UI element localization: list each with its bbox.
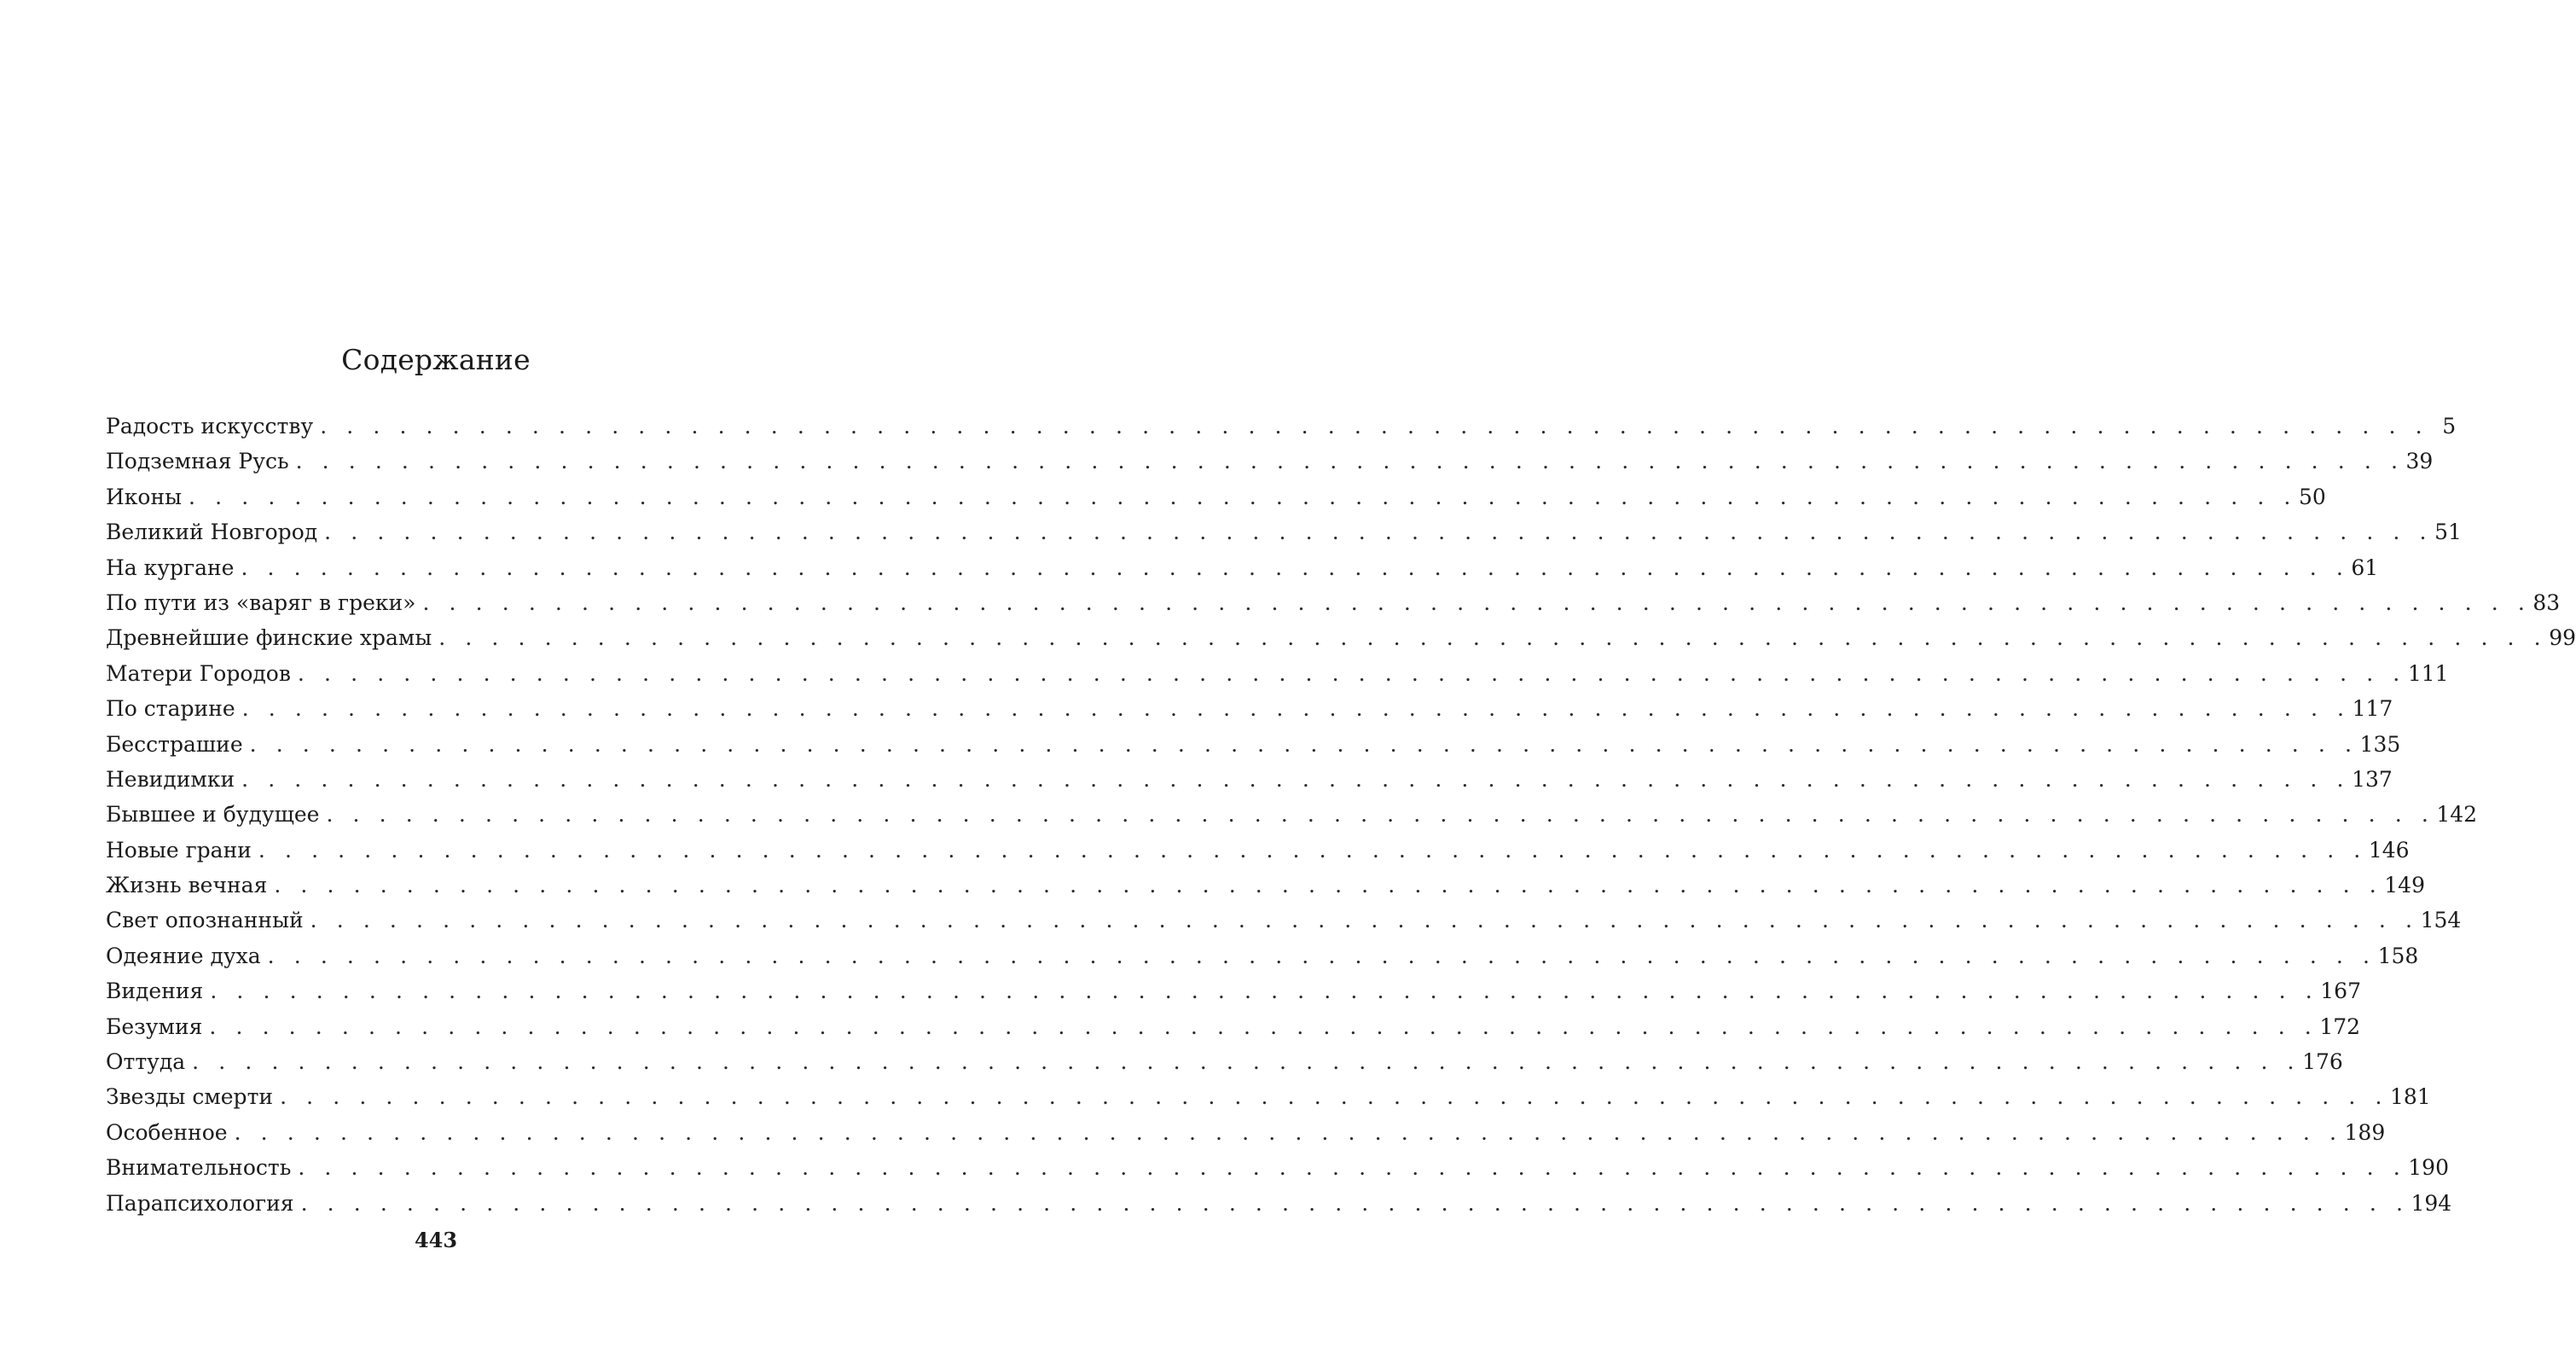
toc-entry-title: Одеяние духа [106, 943, 261, 968]
toc-entry [106, 903, 2462, 938]
dot-leader: . . . . . . . . . . . . . . . . . . . . . . . . . . . . . . . . . . . . . . . . . . . . . . . . . . . . . . . . . . . . . . . . . . . . . . . . . . . . . . . . [422, 590, 2532, 615]
dot-leader: . . . . . . . . . . . . . . . . . . . . . . . . . . . . . . . . . . . . . . . . . . . . . . . . . . . . . . . . . . . . . . . . . . . . . . . . . . . . . . . . [326, 802, 2435, 828]
toc-entry-title: Особенное [106, 1119, 228, 1145]
toc-entry [106, 1115, 2386, 1150]
toc-entry [106, 444, 2434, 479]
toc-entry [106, 656, 2449, 691]
toc-entry-title: Видения [106, 979, 204, 1004]
toc-entry-title: Радость искусству [106, 414, 314, 439]
dot-leader: . . . . . . . . . . . . . . . . . . . . . . . . . . . . . . . . . . . . . . . . . . . . . . . . . . . . . . . . . . . . . . . . . . . . . . . . . . . . . . . . [295, 449, 2405, 474]
toc-entry-page-number: 149 [2384, 873, 2425, 898]
toc-entry-title: Иконы [106, 484, 183, 509]
toc-entry-page-number: 181 [2390, 1084, 2431, 1110]
toc-entry [106, 727, 2401, 762]
toc-entry-page-number: 83 [2532, 590, 2561, 615]
dot-leader: . . . . . . . . . . . . . . . . . . . . . . . . . . . . . . . . . . . . . . . . . . . . . . . . . . . . . . . . . . . . . . . . . . . . . . . . . . . . . . . . [241, 766, 2351, 792]
toc-entry-page-number: 158 [2377, 943, 2419, 968]
toc-entry-title: Новые грани [106, 837, 252, 863]
toc-entry-page-number: 137 [2352, 766, 2393, 792]
toc-entry-title: Подземная Русь [106, 449, 289, 474]
dot-leader: . . . . . . . . . . . . . . . . . . . . . . . . . . . . . . . . . . . . . . . . . . . . . . . . . . . . . . . . . . . . . . . . . . . . . . . . . . . . . . . . [310, 908, 2419, 933]
toc-entry-title: Невидимки [106, 766, 235, 792]
dot-leader: . . . . . . . . . . . . . . . . . . . . . . . . . . . . . . . . . . . . . . . . . . . . . . . . . . . . . . . . . . . . . . . . . . . . . . . . . . . . . . . . [241, 696, 2351, 722]
toc-entry-page-number: 61 [2351, 555, 2379, 580]
toc-entry [106, 1009, 2361, 1044]
toc-entry-page-number: 142 [2436, 802, 2478, 828]
toc-entry [106, 868, 2425, 903]
toc-entry-page-number: 50 [2298, 484, 2326, 509]
dot-leader: . . . . . . . . . . . . . . . . . . . . . . . . . . . . . . . . . . . . . . . . . . . . . . . . . . . . . . . . . . . . . . . . . . . . . . . . . . . . . . . . [300, 1190, 2410, 1216]
toc-entry [106, 1150, 2449, 1185]
toc-entry-title: Древнейшие финские храмы [106, 625, 432, 651]
toc-entry-title: Звезды смерти [106, 1084, 274, 1110]
toc-entry-page-number: 146 [2368, 837, 2410, 863]
toc-entry [106, 797, 2478, 832]
toc-entry [106, 1186, 2452, 1221]
toc-entry [106, 620, 2576, 655]
page-number: 443 [414, 1228, 458, 1252]
toc-entry [106, 479, 2326, 514]
dot-leader: . . . . . . . . . . . . . . . . . . . . . . . . . . . . . . . . . . . . . . . . . . . . . . . . . . . . . . . . . . . . . . . . . . . . . . . . . . . . . . . . [298, 1155, 2407, 1181]
toc-entry-page-number: 154 [2420, 908, 2462, 933]
toc-entry [106, 762, 2393, 797]
toc-entry-page-number: 172 [2319, 1014, 2361, 1039]
dot-leader: . . . . . . . . . . . . . . . . . . . . . . . . . . . . . . . . . . . . . . . . . . . . . . . . . . . . . . . . . . . . . . . . . . . . . . . . . . . . . . . . [234, 1119, 2343, 1145]
toc-entry-page-number: 111 [2407, 660, 2449, 686]
toc-entry [106, 833, 2410, 868]
toc-entry-page-number: 190 [2408, 1155, 2449, 1181]
toc-entry [106, 409, 2457, 444]
toc-entry-title: Оттуда [106, 1049, 186, 1075]
toc-entry-page-number: 117 [2352, 696, 2393, 722]
toc-entry [106, 1079, 2431, 1114]
dot-leader: . . . . . . . . . . . . . . . . . . . . . . . . . . . . . . . . . . . . . . . . . . . . . . . . . . . . . . . . . . . . . . . . . . . . . . . . . . . . . . . . [241, 555, 2350, 580]
dot-leader: . . . . . . . . . . . . . . . . . . . . . . . . . . . . . . . . . . . . . . . . . . . . . . . . . . . . . . . . . . . . . . . . . . . . . . . . . . . . . . . . [324, 520, 2434, 545]
dot-leader: . . . . . . . . . . . . . . . . . . . . . . . . . . . . . . . . . . . . . . . . . . . . . . . . . . . . . . . . . . . . . . . . . . . . . . . . . . . . . . . . [189, 484, 2297, 509]
toc-entry [106, 1044, 2343, 1079]
toc-entry [106, 691, 2393, 726]
toc-entry-title: Бывшее и будущее [106, 802, 320, 828]
dot-leader: . . . . . . . . . . . . . . . . . . . . . . . . . . . . . . . . . . . . . . . . . . . . . . . . . . . . . . . . . . . . . . . . . . . . . . . . . . . . . . . . [192, 1049, 2301, 1075]
toc-entry [106, 514, 2462, 549]
toc-entry-page-number: 5 [2442, 414, 2457, 439]
toc-entry-page-number: 99 [2549, 625, 2576, 651]
toc-entry-title: Парапсихология [106, 1190, 294, 1216]
toc-entry-title: Свет опознанный [106, 908, 304, 933]
toc-entry-title: Жизнь вечная [106, 873, 268, 898]
toc-entry [106, 550, 2379, 585]
toc-heading: Содержание [341, 343, 531, 376]
dot-leader: . . . . . . . . . . . . . . . . . . . . . . . . . . . . . . . . . . . . . . . . . . . . . . . . . . . . . . . . . . . . . . . . . . . . . . . . . . . . . . . . [258, 837, 2367, 863]
toc-entry-page-number: 194 [2411, 1190, 2452, 1216]
toc-entry-title: По старине [106, 696, 235, 722]
toc-entry-title: Безумия [106, 1014, 203, 1039]
toc-entry-page-number: 167 [2320, 979, 2361, 1004]
toc-entry-title: Бесстрашие [106, 731, 243, 757]
dot-leader: . . . . . . . . . . . . . . . . . . . . . . . . . . . . . . . . . . . . . . . . . . . . . . . . . . . . . . . . . . . . . . . . . . . . . . . . . . . . . . . . [438, 625, 2548, 651]
table-of-contents [106, 409, 2576, 1221]
toc-entry [106, 938, 2419, 973]
toc-entry-page-number: 51 [2434, 520, 2462, 545]
dot-leader: . . . . . . . . . . . . . . . . . . . . . . . . . . . . . . . . . . . . . . . . . . . . . . . . . . . . . . . . . . . . . . . . . . . . . . . . . . . . . . . . [274, 873, 2383, 898]
dot-leader: . . . . . . . . . . . . . . . . . . . . . . . . . . . . . . . . . . . . . . . . . . . . . . . . . . . . . . . . . . . . . . . . . . . . . . . . . . . . . . . . [320, 414, 2429, 439]
dot-leader: . . . . . . . . . . . . . . . . . . . . . . . . . . . . . . . . . . . . . . . . . . . . . . . . . . . . . . . . . . . . . . . . . . . . . . . . . . . . . . . . [249, 731, 2358, 757]
toc-entry [106, 973, 2361, 1008]
toc-entry-page-number: 39 [2405, 449, 2434, 474]
toc-entry-page-number: 189 [2344, 1119, 2386, 1145]
dot-leader: . . . . . . . . . . . . . . . . . . . . . . . . . . . . . . . . . . . . . . . . . . . . . . . . . . . . . . . . . . . . . . . . . . . . . . . . . . . . . . . . [297, 660, 2406, 686]
toc-entry-title: Великий Новгород [106, 520, 318, 545]
toc-entry-title: Матери Городов [106, 660, 291, 686]
toc-entry-title: На кургане [106, 555, 235, 580]
dot-leader: . . . . . . . . . . . . . . . . . . . . . . . . . . . . . . . . . . . . . . . . . . . . . . . . . . . . . . . . . . . . . . . . . . . . . . . . . . . . . . . . [267, 943, 2376, 968]
toc-entry-title: Внимательность [106, 1155, 292, 1181]
dot-leader: . . . . . . . . . . . . . . . . . . . . . . . . . . . . . . . . . . . . . . . . . . . . . . . . . . . . . . . . . . . . . . . . . . . . . . . . . . . . . . . . [280, 1084, 2388, 1110]
dot-leader: . . . . . . . . . . . . . . . . . . . . . . . . . . . . . . . . . . . . . . . . . . . . . . . . . . . . . . . . . . . . . . . . . . . . . . . . . . . . . . . . [210, 979, 2319, 1004]
toc-entry-page-number: 176 [2302, 1049, 2343, 1075]
toc-entry-page-number: 135 [2359, 731, 2401, 757]
toc-entry-title: По пути из «варяг в греки» [106, 590, 416, 615]
toc-entry [106, 585, 2561, 620]
dot-leader: . . . . . . . . . . . . . . . . . . . . . . . . . . . . . . . . . . . . . . . . . . . . . . . . . . . . . . . . . . . . . . . . . . . . . . . . . . . . . . . . [209, 1014, 2318, 1039]
